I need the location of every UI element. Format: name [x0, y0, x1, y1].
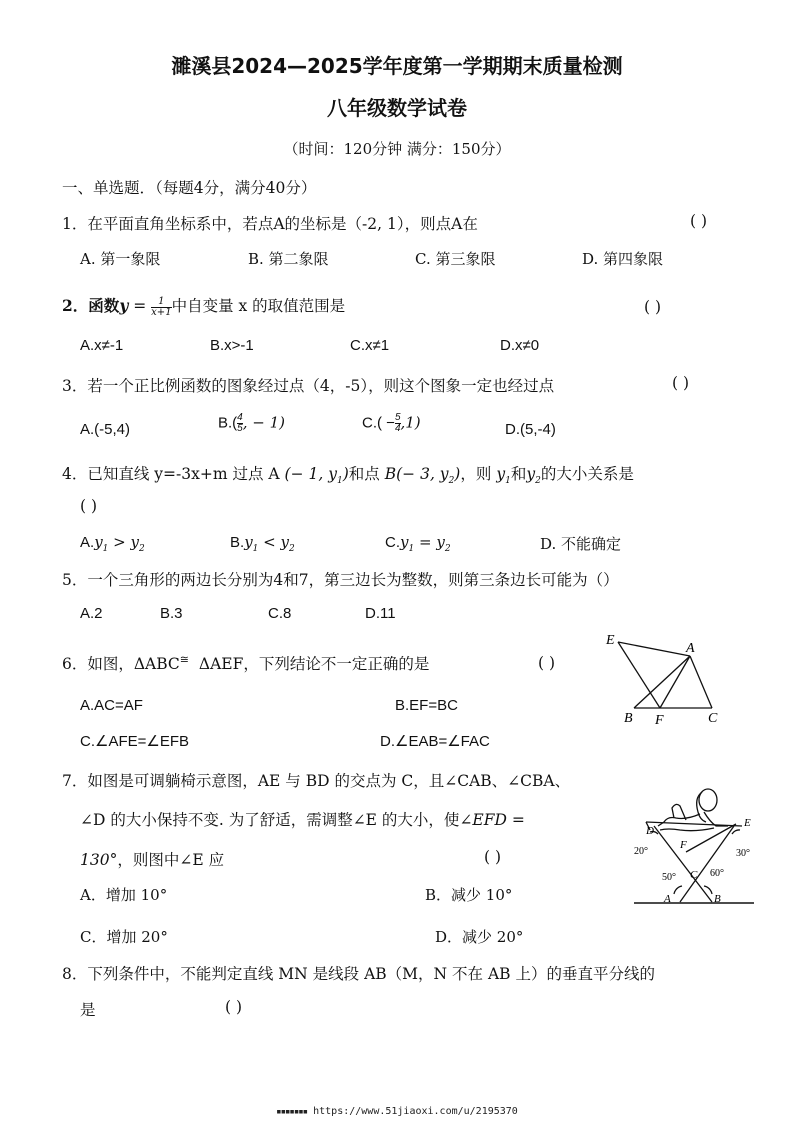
question-3-option-c: C.( − $\frac{5}{4}$ ,1) — [362, 412, 421, 434]
question-2-option-b: B.x>-1 — [210, 337, 254, 354]
chair-label-D: D — [646, 825, 654, 837]
question-7-option-c: C．增加 20° — [80, 928, 168, 946]
angle-60: 60° — [710, 868, 724, 879]
question-3-option-d: D.(5,-4) — [505, 421, 556, 438]
label-A: A — [686, 641, 695, 656]
question-1-text: 1．在平面直角坐标系中，若点A的坐标是（-2, 1），则点A在 — [62, 215, 478, 233]
footer-url[interactable]: https://www.51jiaoxi.com/u/2195370 — [313, 1106, 518, 1117]
question-6-option-c: C.∠AFE=∠EFB — [80, 733, 189, 750]
chair-label-A: A — [664, 893, 671, 905]
question-1-paren: ( ) — [690, 212, 708, 230]
reclining-chair-figure — [624, 782, 764, 910]
footer — [0, 1106, 794, 1117]
question-2-option-c: C.x≠1 — [350, 337, 390, 354]
question-6-text: 6．如图，ΔABC≅ ΔAEF，下列结论不一定正确的是 — [62, 652, 430, 673]
question-7-line-2: ∠D 的大小保持不变. 为了舒适，需调整∠E 的大小，使∠EFD = — [80, 811, 525, 829]
question-5-option-a: A.2 — [80, 605, 103, 622]
question-7-line-1: 7．如图是可调躺椅示意图，AE 与 BD 的交点为 C，且∠CAB、∠CBA、 — [62, 772, 571, 790]
question-7-option-d: D．减少 20° — [435, 928, 524, 946]
question-6-paren: ( ) — [538, 654, 556, 672]
label-E: E — [606, 633, 615, 648]
question-6-option-b: B.EF=BC — [395, 697, 458, 714]
question-4-option-b: $B.y_1 < y_2$ — [230, 533, 295, 554]
label-C: C — [708, 711, 718, 726]
chair-label-C: C — [690, 869, 698, 881]
question-3-paren: ( ) — [672, 374, 690, 392]
question-4-paren: ( ) — [80, 497, 98, 515]
question-7-paren: ( ) — [484, 848, 502, 866]
section-heading: 一、单选题．（每题4分，满分40分） — [62, 179, 317, 197]
question-7-line-3: 130°，则图中∠E 应 — [80, 851, 225, 869]
question-4-option-d: D. 不能确定 — [540, 535, 622, 553]
chair-label-E: E — [744, 817, 751, 829]
question-3-text: 3．若一个正比例函数的图象经过点（4，-5），则这个图象一定也经过点 — [62, 377, 555, 395]
question-3-option-b: B.( $\frac{4}{5}$ , − 1) — [218, 412, 286, 434]
question-1-option-d: D. 第四象限 — [582, 250, 664, 268]
angle-20: 20° — [634, 846, 648, 857]
question-7-option-b: B．减少 10° — [425, 886, 513, 904]
exam-info: （时间：120分钟 满分：150分） — [283, 140, 511, 158]
exam-title: 濉溪县2024—2025学年度第一学期期末质量检测 — [171, 54, 623, 78]
chair-label-B: B — [714, 893, 721, 905]
chair-label-F: F — [680, 839, 687, 851]
question-8-line-2: 是 — [80, 1001, 96, 1019]
exam-subtitle: 八年级数学试卷 — [327, 96, 467, 120]
question-4-text: 4．已知直线 y=-3x+m 过点 A (− 1, $y_1$)和点 B(− 3, $y_2$)，则 $y_1$和$y_2$的大小关系是 — [62, 465, 634, 487]
question-5-option-c: C.8 — [268, 605, 292, 622]
question-2-paren: ( ) — [644, 298, 662, 316]
triangle-figure — [600, 628, 730, 728]
question-5-option-d: D.11 — [365, 605, 396, 622]
question-8-paren: ( ) — [225, 998, 243, 1016]
question-8-line-1: 8．下列条件中，不能判定直线 MN 是线段 AB（M，N 不在 AB 上）的垂直平分线的 — [62, 965, 655, 983]
angle-50: 50° — [662, 872, 676, 883]
question-2-option-d: D.x≠0 — [500, 337, 540, 354]
question-3-option-a: A.(-5,4) — [80, 421, 131, 438]
question-1-option-a: A. 第一象限 — [80, 250, 161, 268]
label-F: F — [655, 713, 664, 728]
question-1-option-b: B. 第二象限 — [248, 250, 329, 268]
question-1-option-c: C. 第三象限 — [415, 250, 496, 268]
question-2-option-a: A.x≠-1 — [80, 337, 124, 354]
question-6-option-a: A.AC=AF — [80, 697, 143, 714]
question-2-text: 2．函数y = $\frac{1}{x+1}$ 中自变量 x 的取值范围是 — [62, 295, 346, 318]
question-5-text: 5．一个三角形的两边长分别为4和7，第三边长为整数，则第三条边长可能为（） — [62, 571, 619, 589]
question-5-option-b: B.3 — [160, 605, 183, 622]
question-4-option-c: $C.y_1 = y_2$ — [385, 533, 451, 554]
question-7-option-a: A．增加 10° — [80, 886, 168, 904]
footer-logo: ▪▪▪▪▪▪▪ — [276, 1107, 308, 1117]
label-B: B — [624, 711, 633, 726]
question-4-option-a: $A.y_1 > y_2$ — [80, 533, 145, 554]
angle-30: 30° — [736, 848, 750, 859]
question-6-option-d: D.∠EAB=∠FAC — [380, 733, 490, 750]
